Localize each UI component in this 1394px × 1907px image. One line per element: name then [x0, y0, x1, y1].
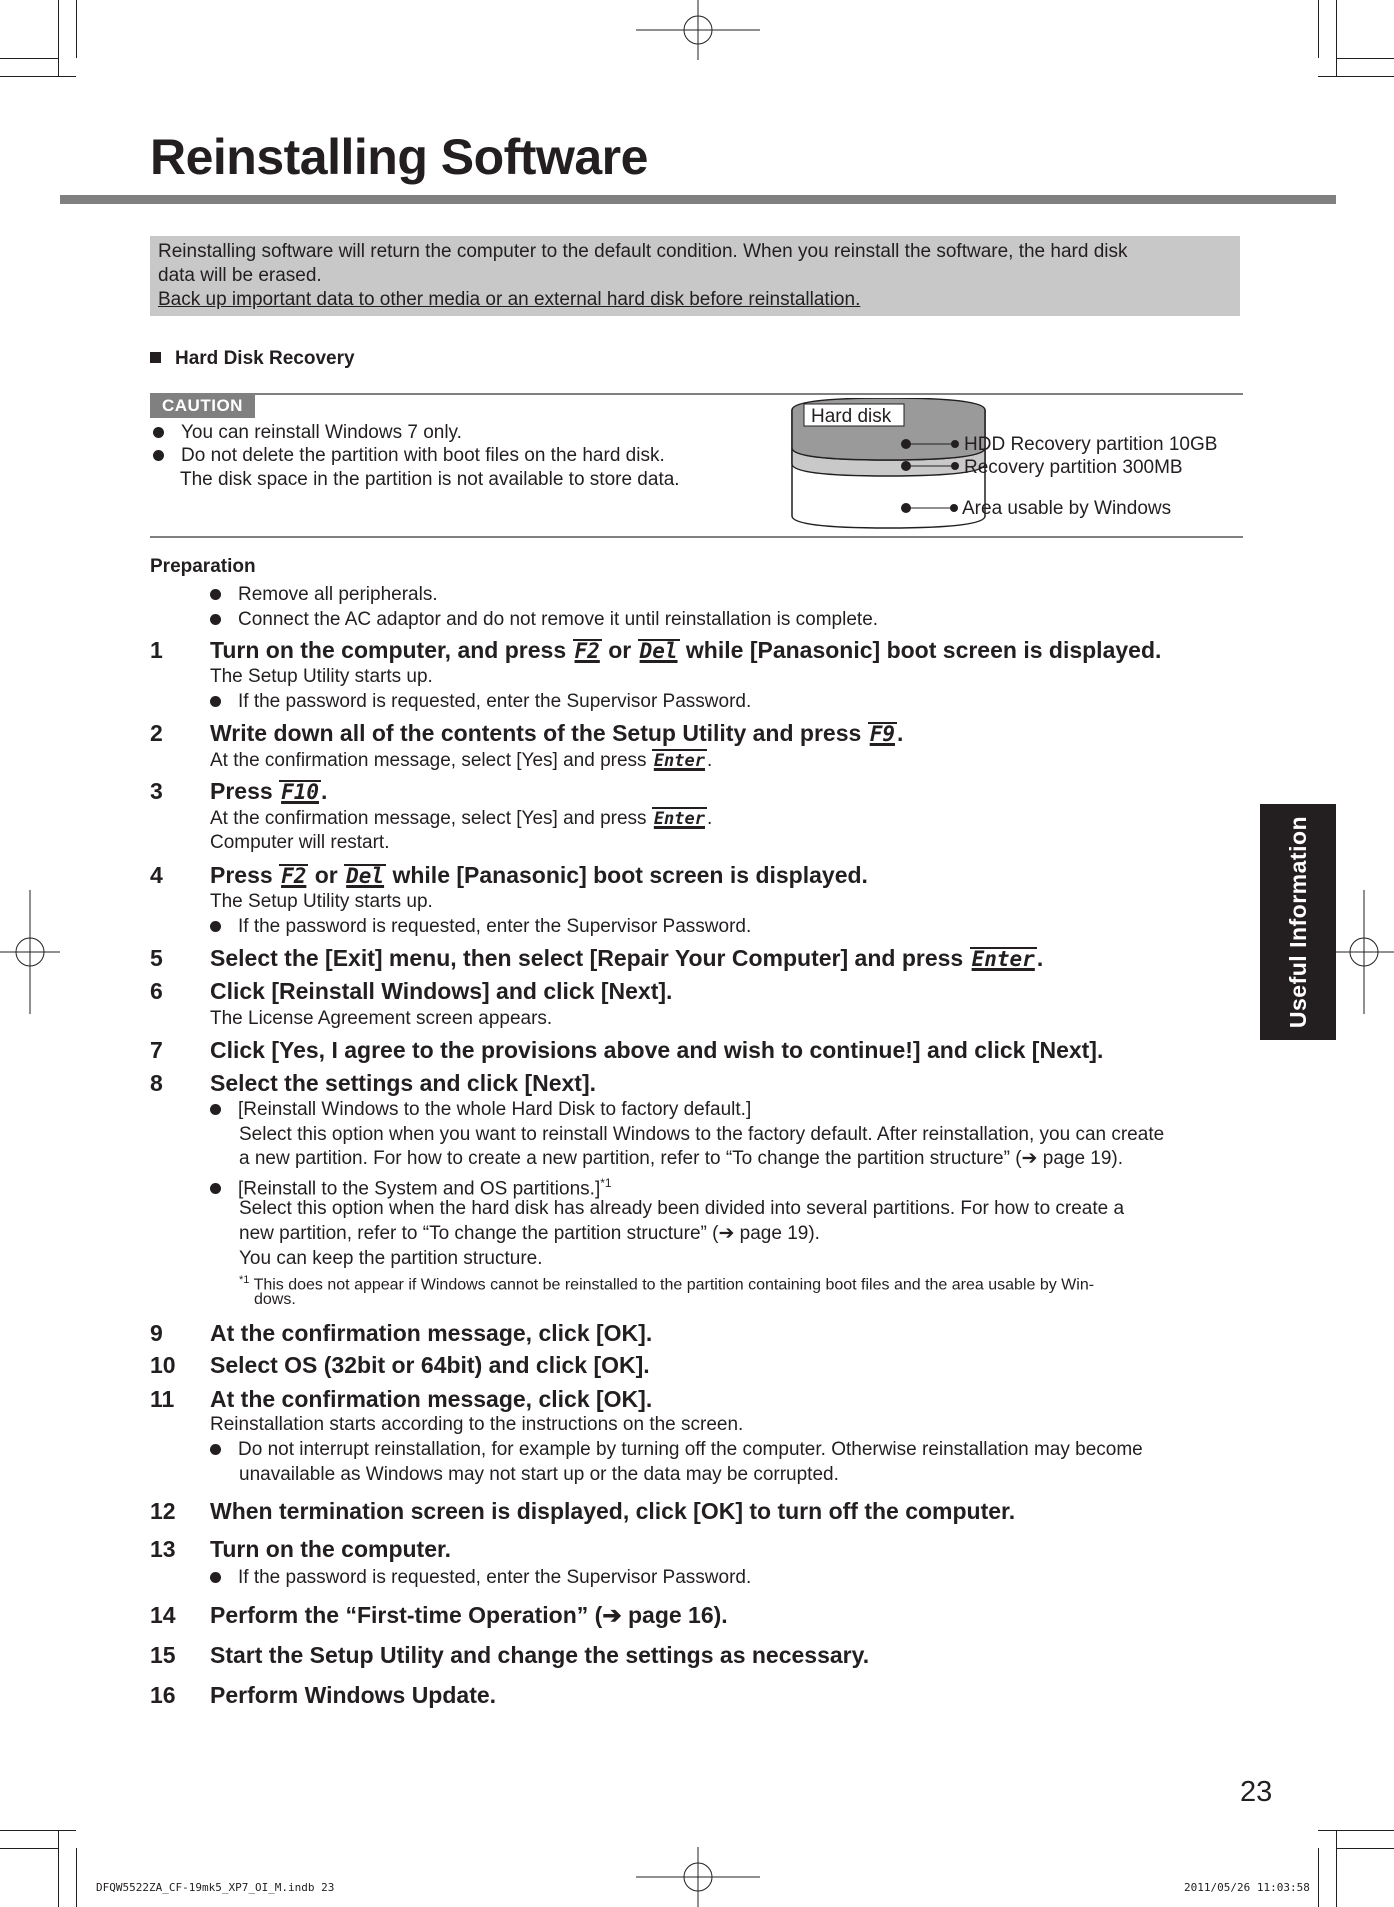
step-text: unavailable as Windows may not start up or the data may be corrupted.: [239, 1464, 839, 1485]
preparation-heading: Preparation: [150, 556, 256, 577]
step-number: 2: [150, 720, 163, 746]
caution-item: You can reinstall Windows 7 only.: [150, 421, 462, 445]
step-text: The Setup Utility starts up.: [210, 891, 433, 912]
list-item: Do not interrupt reinstallation, for example by turning off the computer. Otherwise reinstallation may become: [210, 1437, 1143, 1462]
step-text: At the confirmation message, select [Yes] and press Enter .: [210, 808, 713, 829]
list-item: If the password is requested, enter the Supervisor Password.: [210, 689, 751, 714]
step-heading: Click [Yes, I agree to the provisions above and wish to continue!] and click [Next].: [210, 1037, 1104, 1063]
intro-line: Reinstalling software will return the computer to the default condition. When you reinstall the software, the hard disk: [158, 241, 1128, 262]
caution-item: Do not delete the partition with boot files on the hard disk.: [150, 444, 665, 468]
step-heading: Perform the “First-time Operation” (➔ page 16).: [210, 1602, 728, 1628]
step-number: 6: [150, 978, 163, 1004]
intro-warning: Back up important data to other media or an external hard disk before reinstallation.: [158, 289, 861, 310]
step-number: 14: [150, 1602, 176, 1628]
page-title: Reinstalling Software: [150, 129, 648, 185]
step-number: 1: [150, 637, 163, 663]
registration-mark-top: [636, 0, 760, 60]
step-text: Select this option when you want to reinstall Windows to the factory default. After reinstallation, you can create: [239, 1124, 1165, 1145]
list-item: If the password is requested, enter the Supervisor Password.: [210, 1565, 751, 1590]
step-number: 3: [150, 778, 163, 804]
step-heading: Write down all of the contents of the Setup Utility and press F9.: [210, 720, 904, 746]
page-number: 23: [1240, 1776, 1273, 1808]
f10-key-icon: F10: [281, 780, 319, 804]
step-text: At the confirmation message, select [Yes] and press Enter .: [210, 750, 713, 771]
step-text: Reinstallation starts according to the instructions on the screen.: [210, 1414, 744, 1435]
list-item: [Reinstall Windows to the whole Hard Disk to factory default.]: [210, 1097, 751, 1122]
step-heading: Click [Reinstall Windows] and click [Next].: [210, 978, 673, 1004]
step-text: Select this option when the hard disk has already been divided into several partitions. For how to create a: [239, 1198, 1125, 1219]
step-heading: Press F2 or Del while [Panasonic] boot screen is displayed.: [210, 862, 868, 888]
step-heading: Select the settings and click [Next].: [210, 1070, 597, 1096]
step-number: 5: [150, 945, 163, 971]
bullet-icon: [210, 1104, 221, 1115]
bullet-icon: [210, 589, 221, 600]
f2-key-icon: F2: [574, 639, 600, 663]
square-bullet-icon: [150, 352, 161, 363]
step-heading: Perform Windows Update.: [210, 1682, 497, 1708]
caution-label: CAUTION: [150, 394, 255, 418]
diagram-label: HDD Recovery partition 10GB: [964, 434, 1218, 455]
step-number: 13: [150, 1536, 176, 1562]
registration-mark-left: [0, 890, 60, 1014]
bullet-icon: [153, 450, 164, 461]
f9-key-icon: F9: [869, 722, 895, 746]
step-heading: Turn on the computer, and press F2 or Del while [Panasonic] boot screen is displayed.: [210, 637, 1162, 663]
step-number: 11: [150, 1386, 175, 1412]
enter-key-icon: Enter: [653, 751, 705, 771]
f2-key-icon: F2: [281, 864, 307, 888]
list-item: Remove all peripherals.: [210, 582, 438, 607]
step-number: 15: [150, 1642, 176, 1668]
step-number: 16: [150, 1682, 176, 1708]
step-number: 4: [150, 862, 163, 888]
intro-notice: [150, 236, 1240, 316]
bullet-icon: [210, 1572, 221, 1583]
footnote: dows.: [254, 1291, 296, 1308]
bullet-icon: [210, 614, 221, 625]
list-item: If the password is requested, enter the Supervisor Password.: [210, 914, 751, 939]
section-tab-label: Useful Information: [1284, 815, 1311, 1029]
step-number: 8: [150, 1070, 163, 1096]
print-info-right: 2011/05/26 11:03:58: [1184, 1881, 1310, 1894]
bullet-icon: [210, 1444, 221, 1455]
step-heading: At the confirmation message, click [OK].: [210, 1386, 653, 1412]
list-item: [Reinstall to the System and OS partitions.]$^{*1}$: [210, 1171, 612, 1201]
diagram-label: Area usable by Windows: [962, 498, 1172, 519]
del-key-icon: Del: [346, 864, 385, 888]
diagram-label: Hard disk: [811, 406, 892, 427]
step-heading: Press F10.: [210, 778, 328, 804]
step-heading: Select the [Exit] menu, then select [Repair Your Computer] and press Enter.: [210, 945, 1044, 971]
registration-mark-bottom: [636, 1847, 760, 1907]
footnote: $^{*1}$ This does not appear if Windows cannot be reinstalled to the partition containing boot files and the area usable by Win-: [239, 1274, 1095, 1294]
title-rule: [60, 195, 1336, 204]
print-info-left: DFQW5522ZA_CF-19mk5_XP7_OI_M.indb 23: [96, 1881, 335, 1894]
caution-rule: [150, 536, 1243, 538]
step-heading: When termination screen is displayed, click [OK] to turn off the computer.: [210, 1498, 1016, 1524]
step-text: You can keep the partition structure.: [239, 1248, 543, 1269]
diagram-label: Recovery partition 300MB: [964, 457, 1183, 478]
step-number: 10: [150, 1352, 176, 1378]
step-number: 9: [150, 1320, 163, 1346]
bullet-icon: [210, 1183, 221, 1194]
hard-disk-diagram: [780, 398, 1250, 534]
section-tab: [1260, 804, 1336, 1040]
step-heading: At the confirmation message, click [OK].: [210, 1320, 653, 1346]
bullet-icon: [153, 427, 164, 438]
enter-key-icon: Enter: [971, 947, 1035, 971]
step-text: The License Agreement screen appears.: [210, 1008, 553, 1029]
bullet-icon: [210, 696, 221, 707]
list-item: Connect the AC adaptor and do not remove it until reinstallation is complete.: [210, 607, 878, 632]
step-text: Computer will restart.: [210, 832, 390, 853]
step-number: 12: [150, 1498, 176, 1524]
del-key-icon: Del: [639, 639, 678, 663]
section-heading: Hard Disk Recovery: [150, 348, 355, 370]
step-text: new partition, refer to “To change the partition structure” (➔ page 19).: [239, 1223, 820, 1244]
bullet-icon: [210, 921, 221, 932]
step-heading: Start the Setup Utility and change the settings as necessary.: [210, 1642, 870, 1668]
step-number: 7: [150, 1037, 163, 1063]
caution-rule: [150, 393, 1243, 395]
enter-key-icon: Enter: [653, 809, 705, 829]
step-heading: Turn on the computer.: [210, 1536, 452, 1562]
step-heading: Select OS (32bit or 64bit) and click [OK].: [210, 1352, 650, 1378]
registration-mark-right: [1334, 890, 1394, 1014]
caution-item-cont: The disk space in the partition is not available to store data.: [180, 469, 680, 490]
step-text: The Setup Utility starts up.: [210, 666, 433, 687]
step-text: a new partition. For how to create a new partition, refer to “To change the partition structure” (➔ page 19).: [239, 1148, 1124, 1169]
intro-line: data will be erased.: [158, 265, 322, 286]
